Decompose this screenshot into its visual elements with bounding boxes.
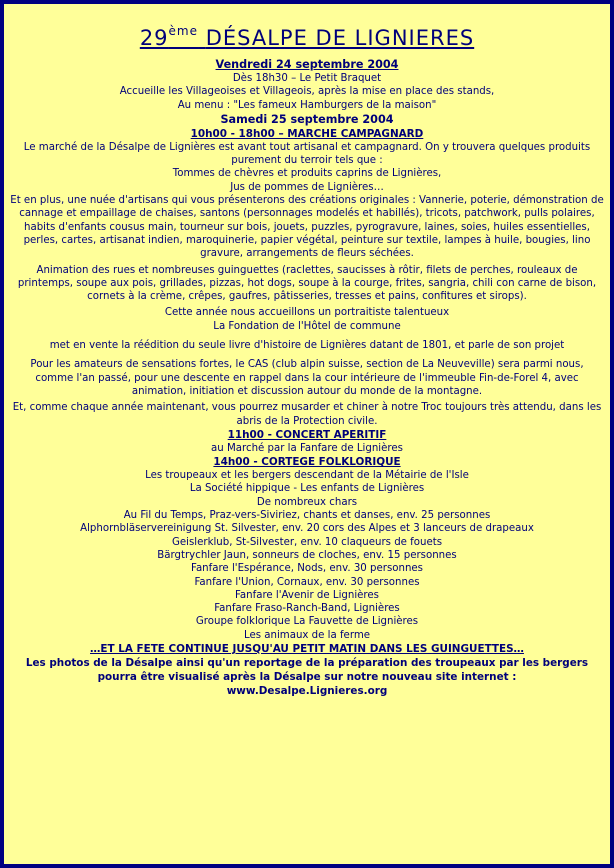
cortege-line: Les animaux de la ferme <box>243 629 371 641</box>
market-intro: Le marché de la Désalpe de Lignières est avant tout artisanal et campagnard. On y trouvera quelques produits purement du terroir tels que : <box>23 141 591 167</box>
artisans-paragraph: Et en plus, une nuée d'artisans qui vous présenterons des créations originales : Vannerie, poterie, démonstration de cannage et empaillage de chaises, santons (personnages modelés et habillés), tricots, patchwork, pulls polaires, habits d'enfants cousus main, tourneur sur bois, jouets, puzzles, pyrogravure, laines, soies, huiles essentielles, perles, cartes, artisanat indien, maroquinerie, papier végétal, peinture sur textile, lampes à huile, bougies, lino gravure, arrangements de fleurs séchées. <box>10 195 604 260</box>
troc-paragraph: Et, comme chaque année maintenant, vous pourrez musarder et chiner à notre Troc toujours très attendu, dans les abris de la Protection civile. <box>12 402 602 427</box>
market-heading: 10h00 - 18h00 – MARCHE CAMPAGNARD <box>190 127 424 140</box>
page-title <box>10 20 604 51</box>
cas-paragraph: Pour les amateurs de sensations fortes, le CAS (club alpin suisse, section de La Neuveville) sera parmi nous, comme l'an passé, pour une descente en rappel dans la cour intérieure de l'immeuble Fin-de-Forel 4, avec animation, initiation et discussion autour du monde de la montagne. <box>30 359 584 397</box>
cortege-line: Au Fil du Temps, Praz-vers-Siviriez, chants et danses, env. 25 personnes <box>123 510 491 522</box>
cortege-line: Bärgtrychler Jaun, sonneurs de cloches, env. 15 personnes <box>157 549 457 561</box>
product-line: Tommes de chèvres et produits caprins de Lignières, <box>172 168 442 180</box>
cortege-line: La Société hippique - Les enfants de Lignières <box>189 483 425 495</box>
friday-heading: Vendredi 24 septembre 2004 <box>215 58 399 71</box>
cortege-line: Fanfare Fraso-Ranch-Band, Lignières <box>214 603 400 615</box>
website-link[interactable]: www.Desalpe.Lignieres.org <box>226 684 388 697</box>
concert-heading: 11h00 - CONCERT APERITIF <box>227 428 387 441</box>
saturday-heading: Samedi 25 septembre 2004 <box>220 112 394 126</box>
cortege-heading: 14h00 - CORTEGE FOLKLORIQUE <box>213 456 401 469</box>
cortege-line: Fanfare l'Union, Cornaux, env. 30 personnes <box>194 576 420 588</box>
cortege-line: Groupe folklorique La Fauvette de Lignières <box>195 616 419 628</box>
cortege-line: Alphornbläservereinigung St. Silvester, env. 20 cors des Alpes et 3 lanceurs de drapeaux <box>80 523 534 535</box>
portrait-line: La Fondation de l'Hôtel de commune <box>213 320 401 332</box>
fete-line: …ET LA FETE CONTINUE JUSQU'AU PETIT MATIN DANS LES GUINGUETTES… <box>90 642 524 655</box>
cortege-line: Geislerklub, St-Silvester, env. 10 claqueurs de fouets <box>171 536 443 548</box>
book-paragraph: met en vente la réédition du seule livre d'histoire de Lignières datant de 1801, et parle de son projet <box>49 340 565 352</box>
friday-line: Au menu : "Les fameux Hamburgers de la maison" <box>177 99 437 111</box>
portrait-line: Cette année nous accueillons un portraitiste talentueux <box>164 307 450 319</box>
cortege-line: De nombreux chars <box>256 496 358 508</box>
friday-line: Accueille les Villageoises et Villageois, après la mise en place des stands, <box>119 86 495 98</box>
title-ordinal-sup: ème <box>168 24 199 38</box>
cortege-line: Les troupeaux et les bergers descendant de la Métairie de l'Isle <box>145 470 469 482</box>
title-ordinal: 29 <box>139 26 169 50</box>
flyer-page <box>4 4 610 864</box>
title-text: DÉSALPE DE LIGNIERES <box>205 26 475 50</box>
cortege-line: Fanfare l'Espérance, Nods, env. 30 personnes <box>191 563 423 575</box>
concert-line: au Marché par la Fanfare de Lignières <box>211 442 403 454</box>
cortege-line: Fanfare l'Avenir de Lignières <box>235 589 379 601</box>
friday-line: Dès 18h30 – Le Petit Braquet <box>232 73 382 84</box>
product-line: Jus de pommes de Lignières… <box>230 181 384 193</box>
footer-text: Les photos de la Désalpe ainsi qu'un reportage de la préparation des troupeaux par les bergers pourra être visualisé après la Désalpe sur notre nouveau site internet : <box>25 656 589 683</box>
animation-paragraph: Animation des rues et nombreuses guinguettes (raclettes, saucisses à rôtir, filets de perches, rouleaux de printemps, soupe aux pois, grillades, pizzas, hot dogs, soupe à la courge, frites, sangria, chili con carne de bison, cornets à la crème, crêpes, gaufres, pâtisseries, tresses et pains, confitures et sirops). <box>17 264 597 303</box>
